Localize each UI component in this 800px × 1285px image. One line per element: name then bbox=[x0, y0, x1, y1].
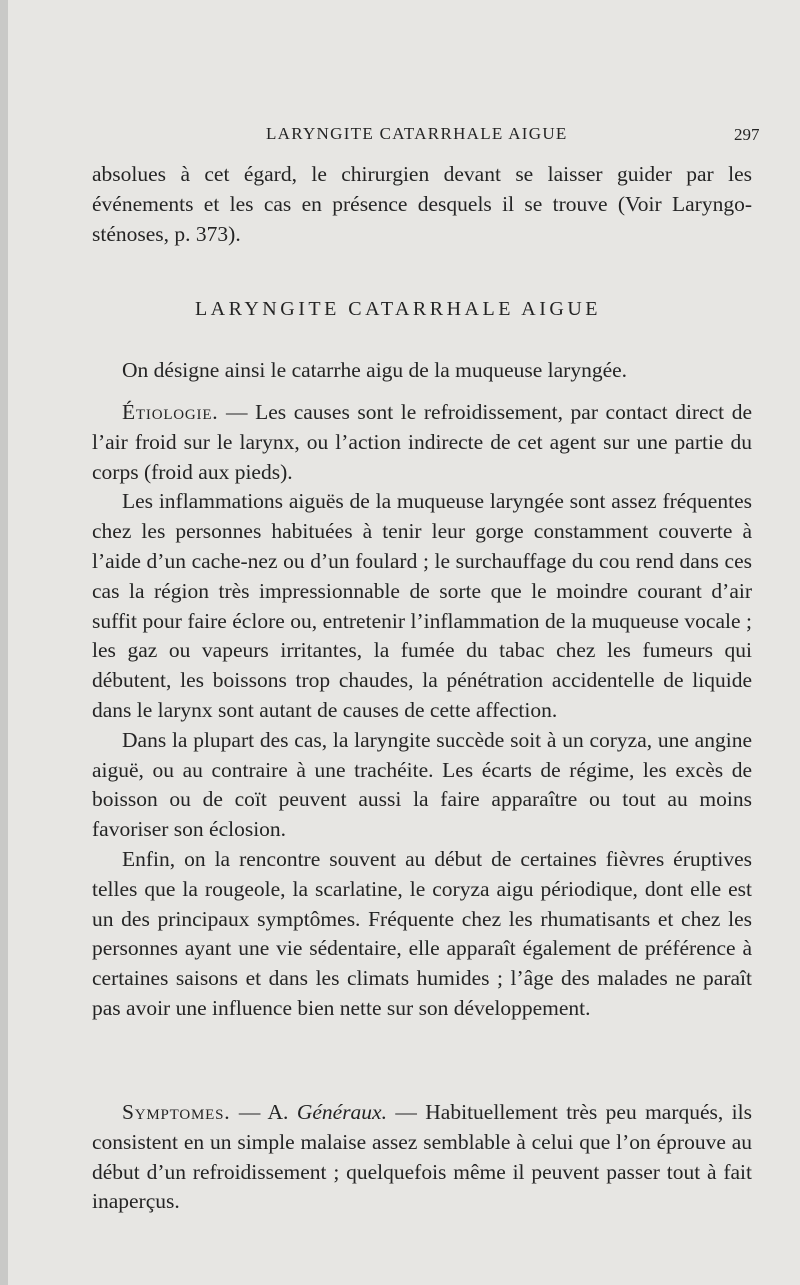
symptoms-paragraph bbox=[92, 1098, 752, 1217]
etiology-paragraph-3: Dans la plupart des cas, la laryngite succède soit à un coryza, une angine aiguë, ou au contraire à une trachéite. Les écarts de régime, les excès de boisson ou de coït peuvent aussi la faire apparaître ou tout au moins favoriser son éclosion. bbox=[92, 727, 752, 842]
symptoms-dash-2: — bbox=[386, 1100, 426, 1124]
definition-block bbox=[92, 356, 752, 386]
symptoms-section bbox=[92, 1098, 752, 1217]
etiology-heading: Étiologie. bbox=[122, 400, 219, 424]
etiology-dash: — bbox=[218, 400, 256, 424]
running-header bbox=[8, 124, 800, 148]
symptoms-dash-1: — bbox=[230, 1100, 268, 1124]
etiology-paragraph-2: Les inflammations aiguës de la muqueuse laryngée sont assez fréquentes chez les personnes habituées à tenir leur gorge constamment couverte à l’aide d’un cache-nez ou d’un foulard ; le surchauffage du cou rend dans ces cas la région très impressionnable de sorte que le moindre courant d’air suffit pour faire éclore ou, entretenir l’inflammation de la muqueuse vocale ; les gaz ou vapeurs irritantes, la fumée du tabac chez les fumeurs qui débutent, les boissons trop chaudes, la pénétration accidentelle de liquide dans le larynx sont autant de causes de cette affection. bbox=[92, 489, 752, 722]
etiology-text-1: Les causes sont le refroidissement, par contact direct de l’air froid sur le larynx, ou l’action indirecte de cet agent sur une partie du corps (froid aux pieds). bbox=[92, 400, 752, 484]
intro-paragraph: absolues à cet égard, le chirurgien devant se laisser guider par les événements et les cas en présence desquels il se trouve (Voir Laryngo-sténoses, p. 373). bbox=[92, 162, 752, 246]
symptoms-text: Habituellement très peu marqués, ils consistent en un simple malaise assez semblable à celui que l’on éprouve au début d’un refroidissement ; quelquefois même il peuvent passer tout à fait inaperçus. bbox=[92, 1100, 752, 1214]
scan-edge-shadow bbox=[0, 0, 8, 1285]
symptoms-subheading-italic: Généraux. bbox=[296, 1100, 387, 1124]
section-title: LARYNGITE CATARRHALE AIGUE bbox=[194, 298, 602, 320]
etiology-section bbox=[92, 398, 752, 1024]
symptoms-subheading: A. bbox=[267, 1100, 297, 1124]
symptoms-heading: Symptomes. bbox=[122, 1100, 231, 1124]
running-title: LARYNGITE CATARRHALE AIGUE bbox=[266, 124, 568, 143]
page-number: 297 bbox=[734, 125, 760, 144]
etiology-paragraph-4: Enfin, on la rencontre souvent au début de certaines fièvres éruptives telles que la rougeole, la scarlatine, le coryza aigu périodique, dont elle est un des principaux symptômes. Fréquente chez les rhumatisants et chez les personnes ayant une vie sédentaire, elle apparaît également de préférence à certaines saisons et dans les climats humides ; l’âge des malades ne paraît pas avoir une influence bien nette sur son développement. bbox=[92, 846, 752, 1020]
definition-paragraph: On désigne ainsi le catarrhe aigu de la muqueuse laryngée. bbox=[122, 358, 628, 382]
intro-block bbox=[92, 160, 752, 249]
etiology-paragraph-1 bbox=[92, 398, 752, 487]
book-page bbox=[8, 0, 800, 1285]
